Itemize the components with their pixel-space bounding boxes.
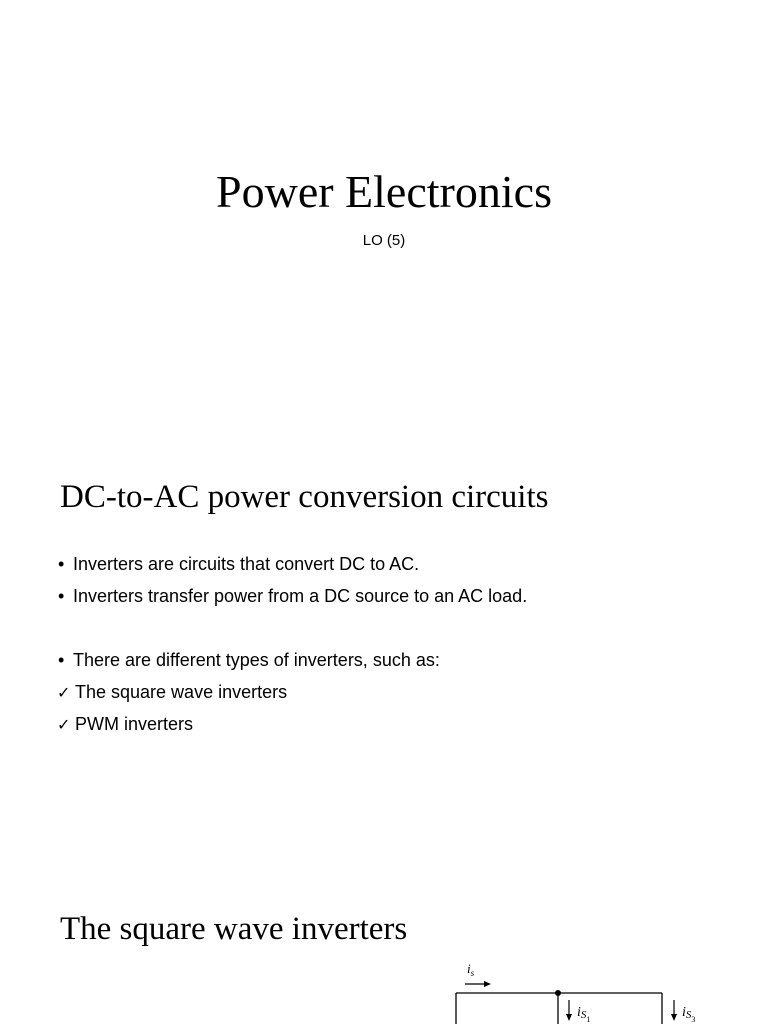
- check-text: The square wave inverters: [75, 682, 288, 702]
- check-item: [57, 708, 527, 740]
- section-heading-square-wave: The square wave inverters: [60, 911, 408, 947]
- source-current-arrowhead: [484, 981, 491, 987]
- source-current-label: $i_s$: [467, 961, 475, 978]
- switch1-current-arrowhead: [566, 1014, 572, 1021]
- bullet-list: [58, 548, 527, 740]
- bullet-item: [58, 548, 527, 580]
- check-item: [57, 676, 527, 708]
- slide-subtitle: LO (5): [362, 232, 406, 249]
- slide-title: Power Electronics: [216, 166, 552, 217]
- bullet-marker: •: [58, 650, 65, 670]
- checkmark-icon: ✓: [57, 683, 71, 702]
- bullet-text: Inverters are circuits that convert DC to AC.: [73, 554, 420, 574]
- bullet-item: [58, 644, 527, 676]
- check-text: PWM inverters: [75, 714, 194, 734]
- bullet-text: Inverters transfer power from a DC source to an AC load.: [73, 586, 528, 606]
- bullet-item: [58, 580, 527, 612]
- section-heading-dc-ac: DC-to-AC power conversion circuits: [60, 479, 549, 515]
- switch1-current-label: $iS_1$: [577, 1005, 591, 1024]
- inverter-circuit-diagram: [440, 958, 710, 1024]
- checkmark-icon: ✓: [57, 715, 71, 734]
- bullet-marker: •: [58, 554, 65, 574]
- bullet-text: There are different types of inverters, such as:: [73, 650, 440, 670]
- switch3-current-label: $iS_3$: [682, 1005, 696, 1024]
- switch3-current-arrowhead: [671, 1014, 677, 1021]
- bullet-marker: •: [58, 586, 65, 606]
